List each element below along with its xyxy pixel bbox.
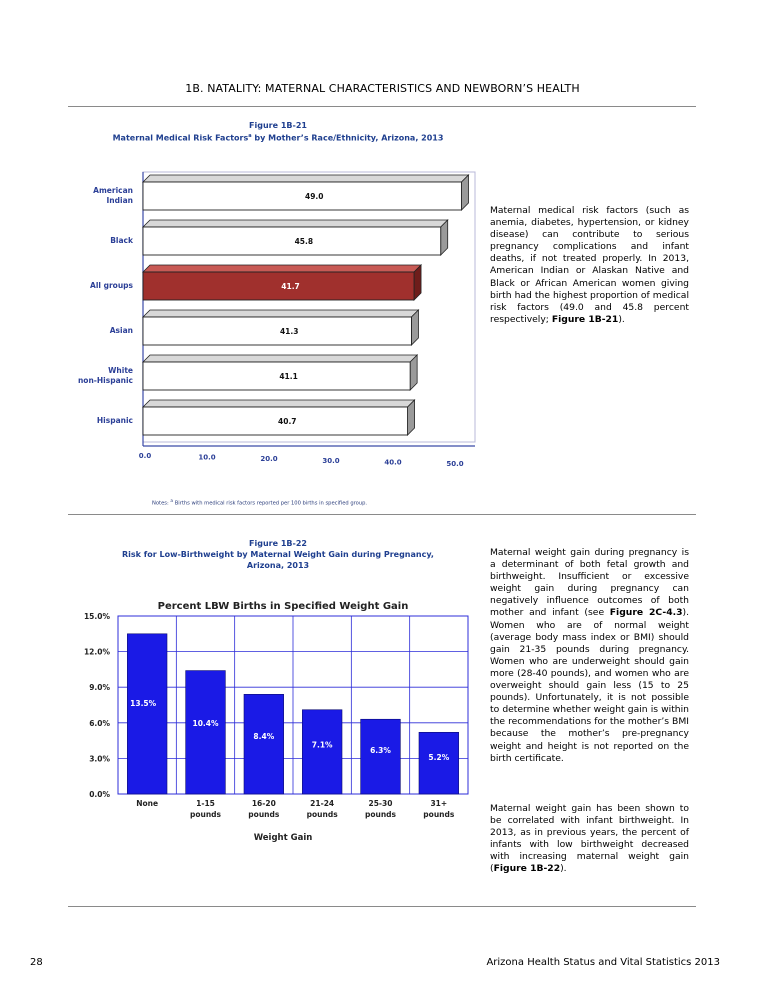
bar bbox=[244, 694, 284, 794]
figure2-caption-line2: Arizona, 2013 bbox=[246, 561, 310, 570]
x-tick-label: pounds bbox=[248, 810, 280, 819]
category-label: White bbox=[108, 366, 133, 375]
bar-value-label: 40.7 bbox=[278, 417, 297, 426]
bar bbox=[361, 719, 401, 794]
bar bbox=[143, 182, 462, 210]
y-tick-label: 9.0% bbox=[89, 683, 110, 693]
y-tick-label: 12.0% bbox=[83, 647, 110, 657]
figure1-caption-rest: by Mother’s Race/Ethnicity, Arizona, 2013 bbox=[251, 133, 444, 143]
x-tick-label: 31+ bbox=[430, 799, 448, 808]
figure2-para2-ref: Figure 1B-22 bbox=[493, 863, 561, 875]
bar-top-face bbox=[143, 220, 448, 227]
x-tick-label: 21-24 bbox=[310, 799, 335, 808]
x-tick-label: 0.0 bbox=[138, 452, 152, 460]
y-tick-label: 15.0% bbox=[83, 612, 110, 621]
bar-top-face bbox=[143, 265, 421, 272]
figure2-number: Figure 1B-22 bbox=[249, 539, 307, 548]
figure1-number: Figure 1B-21 bbox=[249, 121, 307, 130]
section-header: 1B. NATALITY: MATERNAL CHARACTERISTICS AND NEWBORN’S HEALTH bbox=[185, 82, 580, 95]
bar-value-label: 7.1% bbox=[311, 740, 333, 750]
bar bbox=[186, 671, 226, 794]
chart-title: Percent LBW Births in Specified Weight Gain bbox=[157, 601, 409, 612]
figure2-title bbox=[68, 538, 488, 571]
figure1-paragraph-ref: Figure 1B-21 bbox=[551, 313, 619, 325]
figure1-paragraph-text: Maternal medical risk factors (such as anemia, diabetes, hypertension, or kidney disease) can contribute to serious pregnancy complications and infant deaths, if not treated properly. In 2013, American Indian or Alaskan Native and Black or African American women giving birth had the highest proportion of medical risk factors (49.0 and 45.8 percent respectively; bbox=[490, 205, 689, 325]
figure2-paragraph1 bbox=[490, 547, 689, 765]
y-tick-label: 3.0% bbox=[89, 754, 110, 764]
figure2-para1-tail: ). Women who are of normal weight (average body mass index or BMI) should gain 21-35 pounds during pregnancy. Women who are underweight should gain more (28-40 pounds), and women who are overweight should gain less (15 to 25 pounds). Unfortunately, it is not possible to determine whether weight gain is within the recommendations for the mother’s BMI because the mother’s pre-pregnancy weight and height is not reported on the birth certificate. bbox=[490, 607, 689, 764]
bar bbox=[419, 732, 459, 794]
page-number: 28 bbox=[30, 957, 43, 968]
x-tick-label: 10.0 bbox=[198, 453, 216, 462]
bar bbox=[143, 407, 408, 435]
x-tick-label: 20.0 bbox=[260, 455, 278, 464]
figure2-paragraph2 bbox=[490, 803, 689, 876]
figure1-paragraph bbox=[490, 205, 689, 326]
category-label: Hispanic bbox=[96, 416, 133, 425]
figure2-para1-text: Maternal weight gain during pregnancy is a determinant of both fetal growth and birthweight. Insufficient or excessive weight gain during pregnancy can negatively influence outcomes of both mother and infant (see bbox=[490, 547, 689, 619]
figure1-paragraph-tail: ). bbox=[618, 313, 625, 325]
x-tick-label: pounds bbox=[423, 810, 455, 819]
figure1-notes bbox=[152, 499, 367, 507]
x-tick-label: 25-30 bbox=[368, 799, 393, 808]
bar-value-label: 41.1 bbox=[279, 372, 298, 381]
figure1-caption bbox=[68, 131, 488, 144]
bar-value-label: 41.3 bbox=[279, 327, 299, 336]
category-label: Asian bbox=[109, 326, 133, 335]
bar bbox=[143, 317, 411, 345]
bar-top-face bbox=[143, 355, 417, 362]
x-tick-label: 16-20 bbox=[251, 799, 276, 808]
figure2-chart bbox=[68, 592, 488, 852]
bar bbox=[143, 362, 410, 390]
bar-value-label: 45.8 bbox=[294, 237, 314, 246]
notes-text: Births with medical risk factors reported per 100 births in specified group. bbox=[173, 500, 368, 507]
x-tick-label: 40.0 bbox=[384, 458, 402, 467]
bar-value-label: 49.0 bbox=[304, 192, 324, 201]
figure1-caption-sup: a bbox=[248, 133, 252, 139]
bar-top-face bbox=[143, 175, 469, 182]
figure1-caption-main: Maternal Medical Risk Factors bbox=[112, 133, 249, 143]
figure2-para2-tail: ). bbox=[560, 863, 567, 875]
bar-value-label: 13.5% bbox=[130, 698, 157, 708]
bar-top-face bbox=[143, 400, 415, 407]
x-tick-label: None bbox=[136, 799, 159, 808]
y-tick-label: 0.0% bbox=[89, 790, 110, 799]
bar-value-label: 41.7 bbox=[281, 282, 300, 291]
notes-sup: a bbox=[170, 499, 174, 504]
bar-value-label: 5.2% bbox=[428, 753, 450, 763]
y-tick-label: 6.0% bbox=[89, 718, 110, 728]
bar-value-label: 6.3% bbox=[370, 745, 391, 755]
figure2-para1-ref: Figure 2C-4.3 bbox=[609, 607, 683, 619]
mid-divider bbox=[68, 514, 696, 515]
bar-top-face bbox=[143, 310, 418, 317]
category-label: Black bbox=[110, 236, 133, 245]
category-label: non-Hispanic bbox=[77, 376, 133, 385]
figure2-caption-line1: Risk for Low-Birthweight by Maternal Weight Gain during Pregnancy, bbox=[122, 550, 434, 559]
category-label: Indian bbox=[106, 196, 133, 205]
x-tick-label: 50.0 bbox=[446, 460, 464, 468]
footer-title: Arizona Health Status and Vital Statistics 2013 bbox=[486, 957, 720, 968]
bar bbox=[143, 272, 414, 300]
x-axis-label: Weight Gain bbox=[253, 833, 313, 843]
bar bbox=[302, 710, 342, 794]
x-tick-label: 1-15 bbox=[196, 799, 215, 808]
header-divider bbox=[68, 106, 696, 107]
figure1-title bbox=[68, 120, 488, 144]
x-tick-label: 30.0 bbox=[322, 456, 340, 465]
category-label: All groups bbox=[90, 281, 133, 290]
bottom-divider bbox=[68, 906, 696, 907]
bar bbox=[143, 227, 441, 255]
x-tick-label: pounds bbox=[189, 810, 222, 819]
x-tick-label: pounds bbox=[306, 810, 338, 819]
figure1-chart bbox=[68, 160, 488, 468]
figure2-para2-text: Maternal weight gain has been shown to be correlated with infant birthweight. In 2013, as in previous years, the percent of infants with low birthweight decreased with increasing maternal weight gain ( bbox=[490, 803, 689, 875]
category-label: American bbox=[93, 186, 133, 195]
bar-value-label: 10.4% bbox=[192, 719, 219, 729]
notes-prefix: Notes: bbox=[152, 500, 171, 507]
x-tick-label: pounds bbox=[364, 810, 397, 819]
bar bbox=[127, 634, 167, 794]
bar-value-label: 8.4% bbox=[253, 732, 275, 742]
